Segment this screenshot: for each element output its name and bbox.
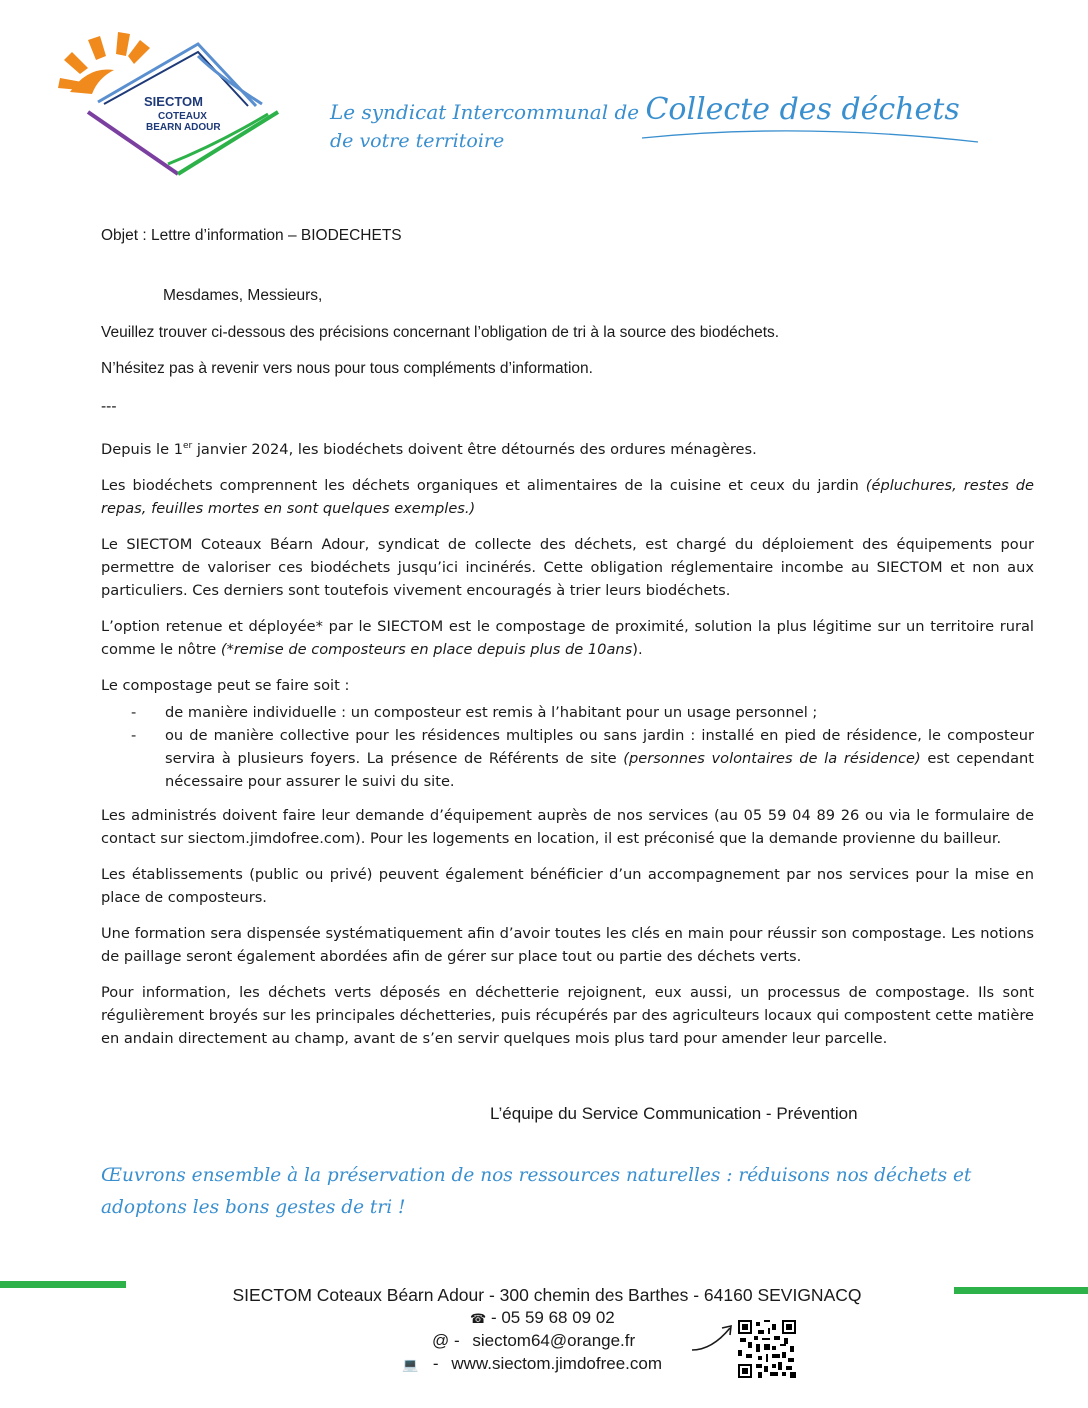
- footer-address: SIECTOM Coteaux Béarn Adour - 300 chemin des Barthes - 64160 SEVIGNACQ: [232, 1285, 862, 1305]
- paragraph-6: Les administrés doivent faire leur demande d’équipement auprès de nos services (au 05 59 04 89 26 ou via le formulaire de contact sur siectom.jimdofree.com). Pour les logements en location, il est préconisé que la demande provienne du bailleur.: [101, 807, 1034, 847]
- letter-body: [101, 438, 1034, 1063]
- letter-separator: ---: [101, 398, 117, 415]
- header-tagline: [330, 84, 990, 164]
- email-prefix: @ -: [432, 1331, 460, 1350]
- website-link[interactable]: www.siectom.jimdofree.com: [451, 1354, 662, 1373]
- siectom-logo: [48, 26, 288, 186]
- tagline-swoosh: [640, 120, 980, 150]
- p4-text: L’option retenue et déployée* par le SIECTOM est le compostage de proximité, solution la plus légitime sur un territoire rural comme le nôtre: [101, 618, 1034, 658]
- letter-salutation: Mesdames, Messieurs,: [163, 287, 323, 304]
- email-link[interactable]: siectom64@orange.fr: [472, 1331, 636, 1350]
- compost-options-list: [101, 701, 1034, 793]
- paragraph-4: [101, 615, 1034, 661]
- paragraph-7: Les établissements (public ou privé) peuvent également bénéficier d’un accompagnement par nos services pour la mise en place de composteurs.: [101, 866, 1034, 906]
- p2-text: Les biodéchets comprennent les déchets organiques et alimentaires de la cuisine et ceux du jardin: [101, 477, 866, 494]
- paragraph-3: Le SIECTOM Coteaux Béarn Adour, syndicat de collecte des déchets, est chargé du déploiement des équipements pour permettre de valoriser ces biodéchets jusqu’ici incinérés. Cette obligation réglementaire incombe au SIECTOM et non aux particuliers. Ces derniers sont toutefois vivement encouragés à trier leurs biodéchets.: [101, 536, 1034, 599]
- letter-subject: Objet : Lettre d’information – BIODECHETS: [101, 227, 402, 244]
- footer-website: [402, 1354, 662, 1374]
- tagline-big: Collecte des déchets: [645, 92, 960, 127]
- web-prefix: -: [432, 1354, 439, 1373]
- letter-signature: L’équipe du Service Communication - Prévention: [490, 1104, 858, 1123]
- p1-text-a: Depuis le 1: [101, 441, 183, 458]
- closing-slogan: Œuvrons ensemble à la préservation de nos ressources naturelles : réduisons nos déchets et adoptons les bons gestes de tri !: [101, 1165, 972, 1218]
- qr-code-icon[interactable]: [738, 1320, 796, 1378]
- letter-intro-1: Veuillez trouver ci-dessous des précisions concernant l’obligation de tri à la source des biodéchets.: [101, 324, 780, 341]
- tagline-part2: de votre territoire: [330, 130, 505, 152]
- arrow-icon: [690, 1320, 738, 1356]
- paragraph-2: [101, 474, 1034, 520]
- p1-text-b: janvier 2024, les biodéchets doivent être détournés des ordures ménagères.: [192, 441, 757, 458]
- bullet-2-italic: (personnes volontaires de la résidence): [623, 750, 921, 767]
- p2-italic: (épluchures, restes de repas, feuilles mortes en sont quelques exemples.): [101, 477, 1034, 517]
- list-item: [101, 724, 1034, 793]
- footer-email: [432, 1331, 635, 1351]
- bullet-1-text: de manière individuelle : un composteur est remis à l’habitant pour un usage personnel ;: [165, 704, 818, 721]
- footer-phone: [470, 1308, 615, 1328]
- computer-icon: 💻: [402, 1357, 419, 1372]
- bullet-dash: -: [131, 704, 137, 721]
- paragraph-5: Le compostage peut se faire soit :: [101, 677, 350, 694]
- bullet-2-text: ou de manière collective pour les résidences multiples ou sans jardin : installé en pied de résidence, le composteur servira à plusieurs foyers. La présence de Référents de site: [165, 727, 1034, 767]
- logo-line1: SIECTOM: [144, 94, 203, 109]
- p4-italic: (*remise de composteurs en place depuis plus de 10ans: [220, 641, 633, 658]
- logo-line2: COTEAUX: [158, 111, 207, 122]
- phone-number: - 05 59 68 09 02: [490, 1308, 615, 1327]
- p1-sup: er: [182, 441, 193, 452]
- bullet-2-text-end: est cependant nécessaire pour assurer le suivi du site.: [165, 750, 1034, 790]
- list-item: [101, 701, 1034, 724]
- p4-text-end: ).: [632, 641, 643, 658]
- phone-icon: ☎: [470, 1311, 487, 1326]
- paragraph-8: Une formation sera dispensée systématiquement afin d’avoir toutes les clés en main pour réussir son compostage. Les notions de paillage seront également abordées afin de gérer sur place tout ou partie des déchets verts.: [101, 925, 1034, 965]
- paragraph-1: [101, 438, 1034, 461]
- letter-intro-2: N’hésitez pas à revenir vers nous pour tous compléments d’information.: [101, 360, 593, 377]
- logo-line3: BEARN ADOUR: [146, 122, 221, 133]
- paragraph-9: Pour information, les déchets verts déposés en déchetterie rejoignent, eux aussi, un processus de compostage. Ils sont régulièrement broyés sur les principales déchetteries, puis récupérés par des agriculteurs locaux qui compostent cette matière en andain directement au champ, avant de s’en servir quelques mois plus tard pour amender leur parcelle.: [101, 984, 1034, 1047]
- tagline-part1: Le syndicat Intercommunal de: [330, 100, 640, 124]
- bullet-dash: -: [131, 727, 137, 744]
